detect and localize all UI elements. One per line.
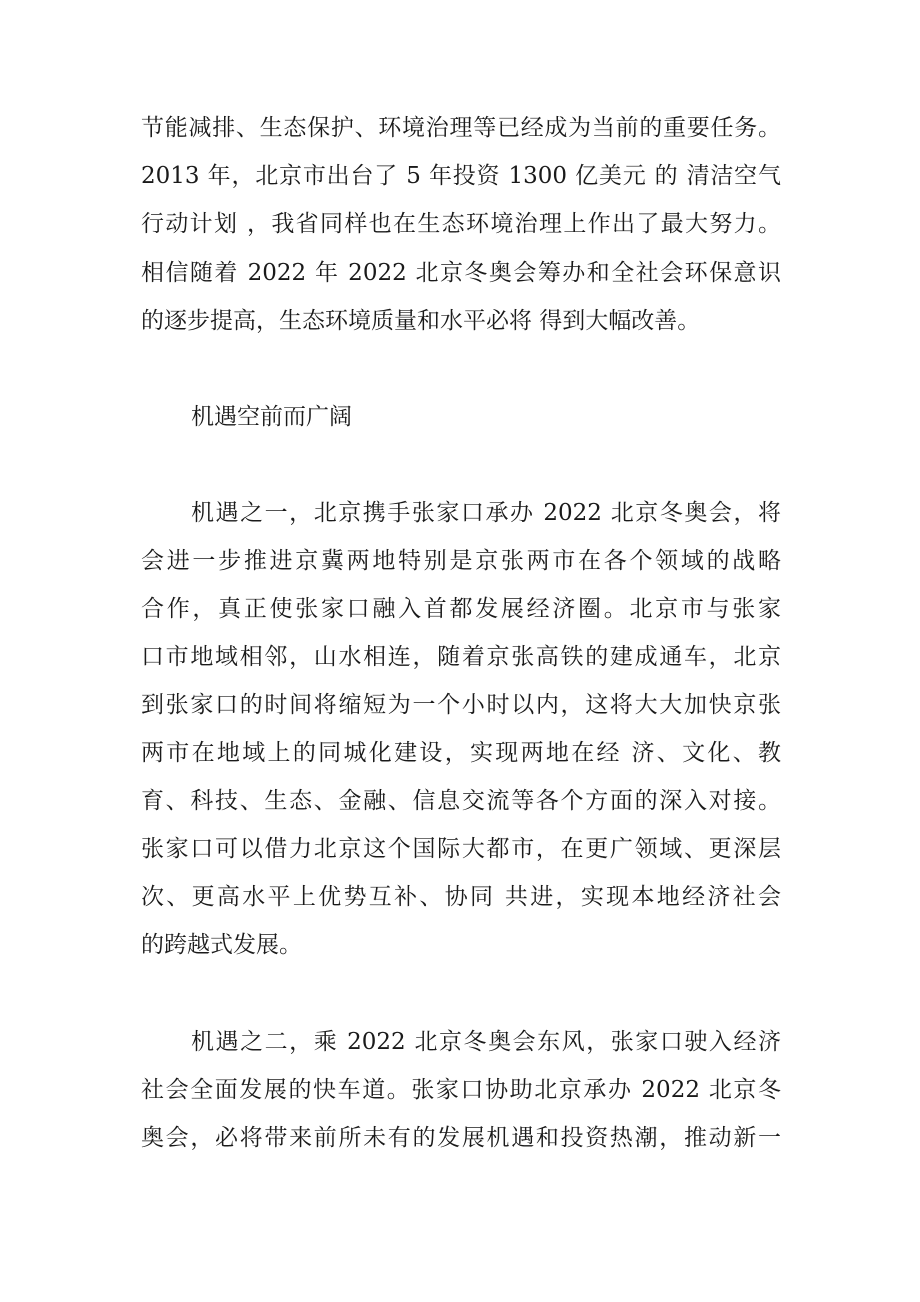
paragraph-1-line-3: 行动计划 ，我省同样也在生态环境治理上作出了最大努力。 bbox=[141, 211, 781, 237]
paragraph-1-line-4: 相信随着 2022 年 2022 北京冬奥会筹办和全社会环保意识 bbox=[141, 260, 781, 286]
section-heading: 机遇空前而广阔 bbox=[191, 404, 352, 430]
paragraph-4-line-3: 奥会，必将带来前所未有的发展机遇和投资热潮，推动新一 bbox=[141, 1125, 781, 1151]
paragraph-4-line-1: 机遇之二，乘 2022 北京冬奥会东风，张家口驶入经济 bbox=[191, 1029, 781, 1055]
paragraph-3-line-3: 合作，真正使张家口融入首都发展经济圈。北京市与张家 bbox=[141, 596, 781, 622]
paragraph-3-line-10: 的跨越式发展。 bbox=[141, 932, 302, 958]
paragraph-3-line-1: 机遇之一，北京携手张家口承办 2022 北京冬奥会，将 bbox=[191, 500, 781, 526]
paragraph-1-line-5: 的逐步提高，生态环境质量和水平必将 得到大幅改善。 bbox=[141, 308, 701, 334]
paragraph-3-line-5: 到张家口的时间将缩短为一个小时以内，这将大大加快京张 bbox=[141, 692, 781, 718]
paragraph-3-line-6: 两市在地域上的同城化建设，实现两地在经 济、文化、教 bbox=[141, 740, 781, 766]
paragraph-3-line-8: 张家口可以借力北京这个国际大都市，在更广领域、更深层 bbox=[141, 836, 781, 862]
paragraph-3-line-2: 会进一步推进京冀两地特别是京张两市在各个领域的战略 bbox=[141, 548, 781, 574]
paragraph-1-line-1: 节能减排、生态保护、环境治理等已经成为当前的重要任务。 bbox=[141, 115, 781, 141]
paragraph-1-line-2: 2013 年，北京市出台了 5 年投资 1300 亿美元 的 清洁空气 bbox=[141, 163, 781, 189]
paragraph-3-line-7: 育、科技、生态、金融、信息交流等各个方面的深入对接。 bbox=[141, 788, 781, 814]
paragraph-4-line-2: 社会全面发展的快车道。张家口协助北京承办 2022 北京冬 bbox=[141, 1077, 781, 1103]
paragraph-3-line-9: 次、更高水平上优势互补、协同 共进，实现本地经济社会 bbox=[141, 884, 781, 910]
paragraph-3-line-4: 口市地域相邻，山水相连，随着京张高铁的建成通车，北京 bbox=[141, 644, 781, 670]
